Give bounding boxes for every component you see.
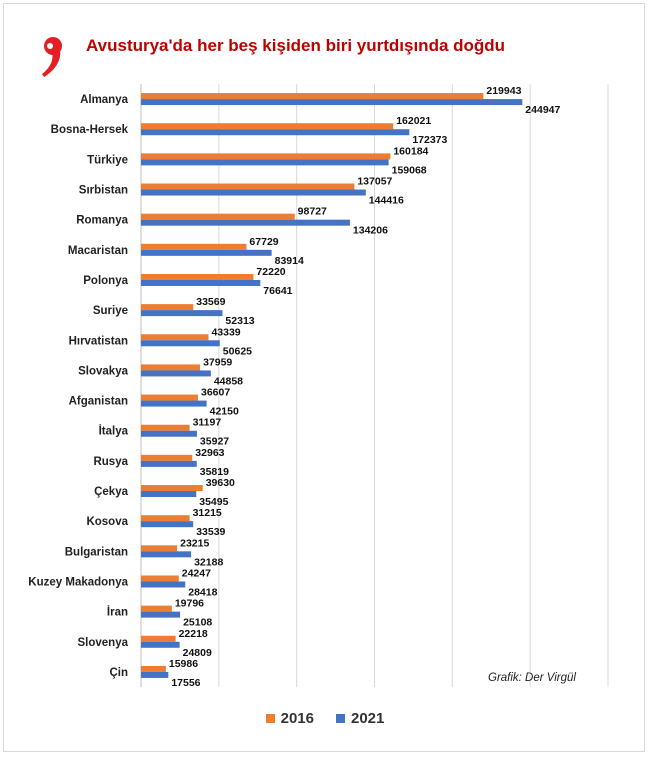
- data-label-2021: 24809: [182, 646, 212, 659]
- data-label-2021: 25108: [183, 616, 213, 629]
- legend: [0, 710, 650, 727]
- data-label-2016: 160184: [393, 145, 429, 158]
- bar-2021: [141, 310, 222, 316]
- bar-2016: [141, 214, 295, 220]
- bar-2016: [141, 93, 483, 99]
- category-label: Rusya: [93, 455, 128, 468]
- data-label-2016: 24247: [181, 567, 211, 580]
- data-label-2016: 23215: [180, 537, 210, 550]
- data-label-2016: 43339: [211, 326, 241, 339]
- data-label-2021: 52313: [225, 315, 255, 328]
- credit-text: Grafik: Der Virgül: [488, 672, 576, 684]
- bar-2021: [141, 129, 409, 135]
- data-label-2021: 35927: [199, 435, 230, 448]
- data-label-2016: 33569: [196, 296, 226, 309]
- category-label: Hırvatistan: [68, 335, 128, 348]
- bar-2021: [141, 551, 191, 557]
- bar-2016: [141, 334, 208, 340]
- data-label-2016: 72220: [256, 265, 286, 278]
- bar-2021: [141, 280, 260, 286]
- bar-2016: [141, 123, 393, 129]
- bar-2021: [141, 99, 522, 105]
- data-label-2016: 67729: [249, 235, 279, 248]
- data-label-2016: 31215: [192, 507, 222, 520]
- bar-2021: [141, 612, 180, 618]
- data-label-2021: 172373: [412, 134, 448, 147]
- category-label: Çin: [109, 666, 128, 679]
- data-label-2021: 134206: [352, 224, 388, 237]
- bar-2016: [141, 666, 166, 672]
- category-label: Macaristan: [67, 244, 128, 257]
- bar-2016: [141, 606, 172, 612]
- data-label-2016: 162021: [396, 115, 432, 128]
- bar-2016: [141, 184, 354, 190]
- bar-2016: [141, 274, 253, 280]
- bar-2016: [141, 636, 176, 642]
- bar-2016: [141, 364, 200, 370]
- data-label-2021: 35495: [199, 496, 229, 509]
- data-label-2016: 219943: [486, 85, 522, 98]
- bar-2021: [141, 220, 350, 226]
- data-label-2016: 22218: [178, 627, 208, 640]
- legend-label: 2021: [351, 710, 385, 727]
- category-label: Kosova: [86, 516, 128, 529]
- bar-2021: [141, 521, 193, 527]
- bar-2021: [141, 431, 197, 437]
- category-label: Slovakya: [78, 365, 128, 378]
- data-label-2021: 159068: [391, 164, 427, 177]
- category-label: Slovenya: [77, 636, 128, 649]
- category-label: Suriye: [92, 305, 128, 318]
- bar-2016: [141, 304, 193, 310]
- bar-2016: [141, 545, 177, 551]
- data-label-2016: 98727: [297, 205, 327, 218]
- data-label-2016: 32963: [195, 446, 225, 459]
- data-label-2021: 50625: [222, 345, 253, 358]
- category-label: Almanya: [80, 94, 128, 107]
- bar-2016: [141, 153, 390, 159]
- data-label-2021: 17556: [171, 676, 201, 689]
- legend-swatch: [266, 714, 275, 723]
- category-label: Çekya: [94, 486, 128, 499]
- data-label-2021: 28418: [188, 586, 218, 599]
- bar-2021: [141, 401, 207, 407]
- category-label: İran: [106, 606, 128, 619]
- category-label: Kuzey Makadonya: [28, 576, 128, 589]
- data-label-2021: 42150: [209, 405, 239, 418]
- legend-swatch: [336, 714, 345, 723]
- data-label-2021: 35819: [199, 465, 229, 478]
- data-label-2021: 33539: [196, 526, 226, 539]
- bar-2021: [141, 581, 185, 587]
- data-label-2021: 244947: [525, 104, 561, 117]
- category-label: Polonya: [83, 274, 128, 287]
- data-label-2016: 15986: [168, 657, 199, 670]
- data-label-2016: 37959: [203, 356, 233, 369]
- data-label-2021: 44858: [213, 375, 244, 388]
- bar-2021: [141, 159, 389, 165]
- bar-2021: [141, 340, 220, 346]
- bar-2016: [141, 485, 203, 491]
- data-label-2021: 83914: [274, 254, 304, 267]
- category-label: Bosna-Hersek: [50, 124, 128, 137]
- bar-2016: [141, 575, 179, 581]
- data-label-2016: 137057: [357, 175, 393, 188]
- bar-2021: [141, 190, 366, 196]
- bar-2016: [141, 455, 192, 461]
- category-label: Romanya: [76, 214, 128, 227]
- data-label-2016: 19796: [174, 597, 205, 610]
- data-label-2016: 39630: [205, 477, 235, 490]
- bar-2021: [141, 250, 272, 256]
- category-label: Afganistan: [68, 395, 128, 408]
- bar-2016: [141, 395, 198, 401]
- category-label: Sırbistan: [78, 184, 128, 197]
- bar-2016: [141, 244, 246, 250]
- bar-2016: [141, 425, 190, 431]
- bar-2016: [141, 515, 190, 521]
- data-label-2021: 32188: [194, 556, 224, 569]
- bar-2021: [141, 491, 196, 497]
- bar-2021: [141, 370, 211, 376]
- category-label: Bulgaristan: [64, 546, 128, 559]
- bar-2021: [141, 672, 168, 678]
- data-label-2021: 144416: [368, 194, 404, 207]
- category-label: İtalya: [98, 425, 128, 438]
- bar-2021: [141, 461, 197, 467]
- data-label-2016: 36607: [200, 386, 231, 399]
- category-label: Türkiye: [87, 154, 128, 167]
- data-label-2021: 76641: [263, 284, 293, 297]
- legend-item-2021: [336, 710, 384, 727]
- legend-label: 2016: [280, 710, 314, 727]
- data-label-2016: 31197: [192, 416, 222, 429]
- bar-2021: [141, 642, 180, 648]
- legend-item-2016: [266, 710, 314, 727]
- chart-title: Avusturya'da her beş kişiden biri yurtdışında doğdu: [86, 36, 506, 55]
